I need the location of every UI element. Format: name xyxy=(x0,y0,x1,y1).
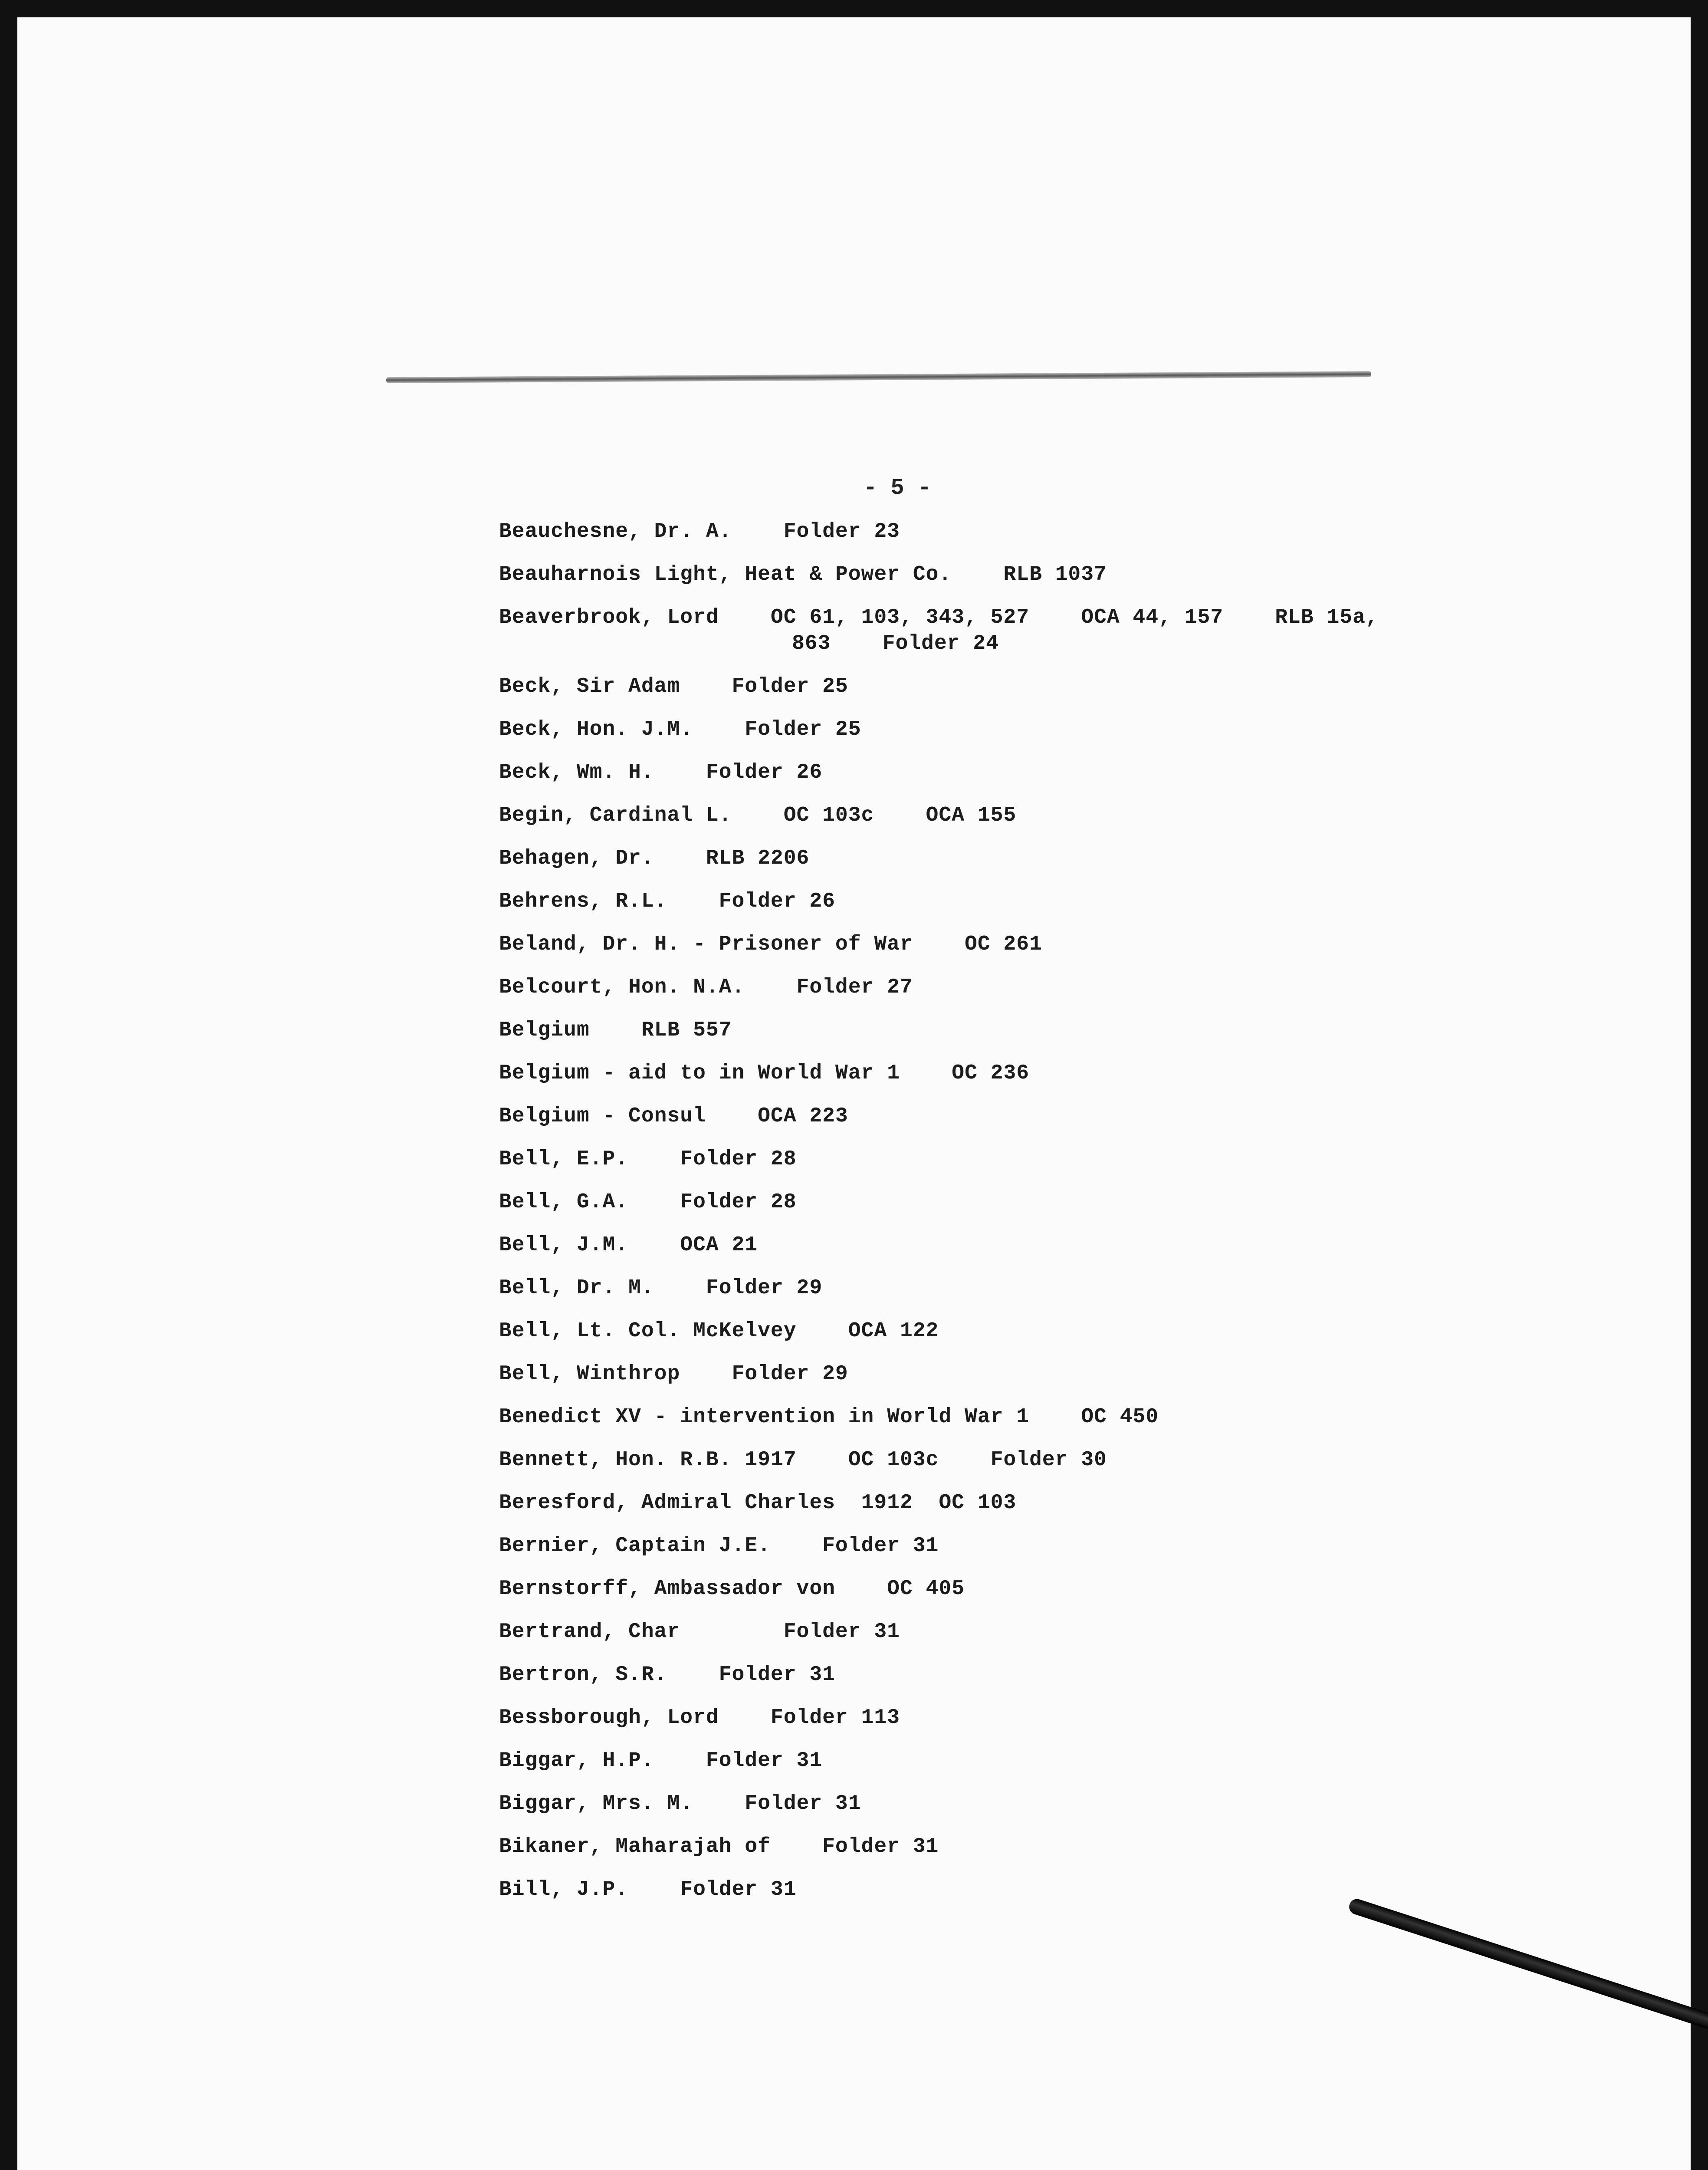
index-entry-text: Beaverbrook, Lord OC 61, 103, 343, 527 OCA 44, 157 RLB 15a, xyxy=(499,606,1379,629)
index-entry xyxy=(499,717,1432,743)
index-entry-text: Bell, Lt. Col. McKelvey OCA 122 xyxy=(499,1319,939,1343)
index-entry-text: Bell, G.A. Folder 28 xyxy=(499,1190,797,1214)
index-entry xyxy=(499,1060,1432,1086)
index-list xyxy=(499,519,1432,1920)
index-entry-text: Bell, J.M. OCA 21 xyxy=(499,1233,758,1257)
index-entry xyxy=(499,1791,1432,1817)
index-entry xyxy=(499,1146,1432,1172)
index-entry-text: Belgium - aid to in World War 1 OC 236 xyxy=(499,1062,1029,1085)
index-entry-text: Beauharnois Light, Heat & Power Co. RLB 1037 xyxy=(499,563,1107,586)
index-entry-text: Beauchesne, Dr. A. Folder 23 xyxy=(499,520,900,543)
index-entry-text: Belgium - Consul OCA 223 xyxy=(499,1105,848,1128)
index-entry xyxy=(499,1576,1432,1602)
index-entry-continuation: 863 Folder 24 xyxy=(792,632,999,655)
index-entry xyxy=(499,931,1432,957)
index-entry-text: Bell, E.P. Folder 28 xyxy=(499,1147,797,1171)
index-entry-text: Belgium RLB 557 xyxy=(499,1019,732,1042)
index-entry xyxy=(499,760,1432,786)
index-entry-text: Bertron, S.R. Folder 31 xyxy=(499,1663,835,1687)
index-entry-text: Benedict XV - intervention in World War 1 OC 450 xyxy=(499,1405,1159,1429)
index-entry-text: Beland, Dr. H. - Prisoner of War OC 261 xyxy=(499,933,1042,956)
index-entry xyxy=(499,1404,1432,1430)
index-entry-text: Beck, Sir Adam Folder 25 xyxy=(499,675,848,698)
index-entry-text: Biggar, Mrs. M. Folder 31 xyxy=(499,1792,861,1815)
index-entry-text: Behrens, R.L. Folder 26 xyxy=(499,890,835,913)
index-entry-text: Beresford, Admiral Charles 1912 OC 103 xyxy=(499,1491,1017,1515)
index-entry xyxy=(499,1232,1432,1258)
index-entry xyxy=(499,1533,1432,1559)
index-entry xyxy=(499,1189,1432,1215)
index-entry xyxy=(499,888,1432,914)
index-entry-text: Bernstorff, Ambassador von OC 405 xyxy=(499,1577,965,1601)
index-entry xyxy=(499,1619,1432,1645)
index-entry-text: Bennett, Hon. R.B. 1917 OC 103c Folder 30 xyxy=(499,1448,1107,1472)
index-entry-text: Bell, Winthrop Folder 29 xyxy=(499,1362,848,1386)
index-entry-text: Bell, Dr. M. Folder 29 xyxy=(499,1276,823,1300)
page-number: - 5 - xyxy=(864,475,932,501)
index-entry-text: Beck, Wm. H. Folder 26 xyxy=(499,761,823,784)
index-entry xyxy=(499,974,1432,1000)
index-entry xyxy=(499,1103,1432,1129)
index-entry xyxy=(499,1490,1432,1516)
index-entry xyxy=(499,845,1432,871)
index-entry xyxy=(499,1877,1432,1903)
index-entry xyxy=(499,802,1432,829)
index-entry-text: Biggar, H.P. Folder 31 xyxy=(499,1749,823,1772)
index-entry xyxy=(499,1705,1432,1731)
index-entry-text: Bikaner, Maharajah of Folder 31 xyxy=(499,1835,939,1858)
index-entry xyxy=(499,519,1432,545)
index-entry xyxy=(499,1275,1432,1301)
index-entry-text: Begin, Cardinal L. OC 103c OCA 155 xyxy=(499,804,1017,827)
index-entry xyxy=(499,605,1432,657)
index-entry xyxy=(499,562,1432,588)
index-entry-text: Bertrand, Char Folder 31 xyxy=(499,1620,900,1644)
index-entry xyxy=(499,1662,1432,1688)
index-entry xyxy=(499,1361,1432,1387)
index-entry-text: Beck, Hon. J.M. Folder 25 xyxy=(499,718,861,741)
index-entry xyxy=(499,1017,1432,1043)
index-entry xyxy=(499,1318,1432,1344)
index-entry-text: Belcourt, Hon. N.A. Folder 27 xyxy=(499,976,913,999)
index-entry xyxy=(499,1834,1432,1860)
index-entry-text: Behagen, Dr. RLB 2206 xyxy=(499,847,810,870)
index-entry xyxy=(499,1447,1432,1473)
index-entry-text: Bernier, Captain J.E. Folder 31 xyxy=(499,1534,939,1558)
index-entry-text: Bessborough, Lord Folder 113 xyxy=(499,1706,900,1729)
index-entry xyxy=(499,674,1432,700)
index-entry-text: Bill, J.P. Folder 31 xyxy=(499,1878,797,1901)
index-entry xyxy=(499,1748,1432,1774)
